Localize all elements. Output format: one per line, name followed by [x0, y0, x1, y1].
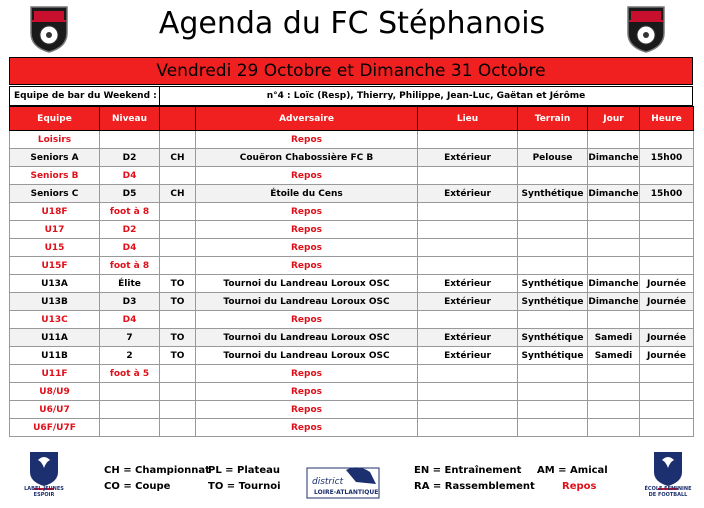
cell-level: D5 [100, 185, 160, 203]
column-header: Jour [588, 107, 640, 131]
cell-field [518, 221, 588, 239]
cell-opponent: Repos [196, 401, 418, 419]
cell-level [100, 401, 160, 419]
cell-opponent: Repos [196, 167, 418, 185]
cell-time: Journée [640, 329, 694, 347]
table-row [10, 167, 694, 185]
cell-time [640, 221, 694, 239]
cell-type [160, 131, 196, 149]
cell-time: Journée [640, 275, 694, 293]
cell-place [418, 239, 518, 257]
cell-day [588, 131, 640, 149]
cell-team: U13A [10, 275, 100, 293]
cell-place: Extérieur [418, 149, 518, 167]
cell-opponent: Tournoi du Landreau Loroux OSC [196, 347, 418, 365]
svg-text:district: district [312, 477, 344, 487]
svg-text:LOIRE-ATLANTIQUE: LOIRE-ATLANTIQUE [314, 489, 379, 496]
cell-day [588, 257, 640, 275]
legend-repos: Repos [562, 481, 597, 492]
cell-place [418, 419, 518, 437]
cell-time: Journée [640, 293, 694, 311]
cell-type [160, 383, 196, 401]
cell-team: U11A [10, 329, 100, 347]
cell-time [640, 401, 694, 419]
cell-place [418, 383, 518, 401]
cell-place: Extérieur [418, 275, 518, 293]
table-row [10, 131, 694, 149]
cell-day [588, 401, 640, 419]
cell-level: D2 [100, 149, 160, 167]
table-row [10, 365, 694, 383]
cell-time [640, 419, 694, 437]
cell-day: Dimanche [588, 275, 640, 293]
cell-time [640, 383, 694, 401]
fff-right-caption: ÉCOLE FÉMININE DE FOOTBALL [644, 486, 692, 498]
cell-type [160, 203, 196, 221]
cell-field: Synthétique [518, 185, 588, 203]
cell-type [160, 311, 196, 329]
cell-place [418, 131, 518, 149]
cell-place [418, 401, 518, 419]
legend-am: AM = Amical [537, 465, 608, 476]
cell-opponent: Couëron Chabossière FC B [196, 149, 418, 167]
cell-day [588, 221, 640, 239]
cell-place [418, 257, 518, 275]
cell-team: U11B [10, 347, 100, 365]
cell-level: foot à 8 [100, 257, 160, 275]
cell-opponent: Repos [196, 221, 418, 239]
cell-opponent: Repos [196, 365, 418, 383]
cell-level: D4 [100, 167, 160, 185]
cell-type: CH [160, 149, 196, 167]
cell-field [518, 131, 588, 149]
cell-time [640, 311, 694, 329]
table-header-row [10, 107, 694, 131]
cell-type: TO [160, 293, 196, 311]
cell-day [588, 167, 640, 185]
cell-level: Élite [100, 275, 160, 293]
table-row [10, 401, 694, 419]
cell-field: Synthétique [518, 293, 588, 311]
cell-type [160, 221, 196, 239]
table-row [10, 257, 694, 275]
cell-team: U15 [10, 239, 100, 257]
cell-day: Dimanche [588, 185, 640, 203]
column-header: Niveau [100, 107, 160, 131]
cell-field: Synthétique [518, 347, 588, 365]
cell-type [160, 401, 196, 419]
cell-team: U13C [10, 311, 100, 329]
cell-opponent: Repos [196, 203, 418, 221]
cell-team: U13B [10, 293, 100, 311]
cell-field [518, 311, 588, 329]
legend-pl: PL = Plateau [208, 465, 280, 476]
cell-level [100, 131, 160, 149]
district-loire-atlantique-logo [306, 462, 380, 500]
date-banner: Vendredi 29 Octobre et Dimanche 31 Octobre [9, 57, 693, 85]
cell-level [100, 383, 160, 401]
table-row [10, 149, 694, 167]
cell-place: Extérieur [418, 347, 518, 365]
table-row [10, 311, 694, 329]
cell-opponent: Repos [196, 239, 418, 257]
cell-type: TO [160, 347, 196, 365]
cell-type: TO [160, 329, 196, 347]
cell-day: Dimanche [588, 149, 640, 167]
cell-day [588, 203, 640, 221]
cell-field [518, 383, 588, 401]
cell-time [640, 239, 694, 257]
column-header: Terrain [518, 107, 588, 131]
cell-opponent: Étoile du Cens [196, 185, 418, 203]
cell-team: U8/U9 [10, 383, 100, 401]
cell-day: Dimanche [588, 293, 640, 311]
cell-type: TO [160, 275, 196, 293]
cell-day: Samedi [588, 329, 640, 347]
cell-time [640, 257, 694, 275]
table-row [10, 275, 694, 293]
cell-team: Seniors A [10, 149, 100, 167]
cell-place [418, 311, 518, 329]
cell-time [640, 203, 694, 221]
cell-level: D3 [100, 293, 160, 311]
cell-day [588, 365, 640, 383]
legend-to: TO = Tournoi [208, 481, 281, 492]
cell-type [160, 365, 196, 383]
cell-day [588, 383, 640, 401]
cell-type [160, 167, 196, 185]
cell-type [160, 257, 196, 275]
cell-place [418, 221, 518, 239]
cell-place [418, 365, 518, 383]
cell-team: U17 [10, 221, 100, 239]
cell-field [518, 203, 588, 221]
table-row [10, 347, 694, 365]
table-row [10, 419, 694, 437]
cell-day: Samedi [588, 347, 640, 365]
cell-team: Loisirs [10, 131, 100, 149]
cell-place: Extérieur [418, 293, 518, 311]
table-row [10, 383, 694, 401]
cell-place: Extérieur [418, 185, 518, 203]
cell-opponent: Tournoi du Landreau Loroux OSC [196, 293, 418, 311]
cell-day [588, 419, 640, 437]
table-row [10, 239, 694, 257]
legend-col-4 [537, 463, 608, 495]
cell-opponent: Tournoi du Landreau Loroux OSC [196, 329, 418, 347]
cell-opponent: Tournoi du Landreau Loroux OSC [196, 275, 418, 293]
cell-time [640, 131, 694, 149]
cell-level: D4 [100, 239, 160, 257]
cell-field [518, 167, 588, 185]
fff-left-caption: LABEL JEUNES ESPOIR [24, 486, 64, 498]
cell-type [160, 239, 196, 257]
cell-team: U15F [10, 257, 100, 275]
cell-place [418, 167, 518, 185]
cell-team: U6F/U7F [10, 419, 100, 437]
cell-level: 2 [100, 347, 160, 365]
cell-level: D4 [100, 311, 160, 329]
cell-opponent: Repos [196, 383, 418, 401]
column-header [160, 107, 196, 131]
legend-en: EN = Entraînement [414, 465, 522, 476]
cell-team: U11F [10, 365, 100, 383]
cell-field [518, 365, 588, 383]
column-header: Lieu [418, 107, 518, 131]
page-title: Agenda du FC Stéphanois [158, 6, 546, 41]
cell-time: 15h00 [640, 185, 694, 203]
cell-field [518, 239, 588, 257]
legend-col-3 [414, 463, 535, 495]
cell-time: 15h00 [640, 149, 694, 167]
column-header: Heure [640, 107, 694, 131]
table-row [10, 329, 694, 347]
bar-team-value: n°4 : Loïc (Resp), Thierry, Philippe, Jean-Luc, Gaëtan et Jérôme [266, 91, 586, 101]
table-row [10, 203, 694, 221]
legend-ch: CH = Championnat [104, 465, 210, 476]
cell-level: foot à 5 [100, 365, 160, 383]
cell-level: foot à 8 [100, 203, 160, 221]
legend-co: CO = Coupe [104, 481, 171, 492]
cell-level [100, 419, 160, 437]
cell-place: Extérieur [418, 329, 518, 347]
legend-ra: RA = Rassemblement [414, 481, 535, 492]
cell-opponent: Repos [196, 419, 418, 437]
cell-type [160, 419, 196, 437]
cell-team: Seniors C [10, 185, 100, 203]
cell-team: U18F [10, 203, 100, 221]
cell-level: 7 [100, 329, 160, 347]
cell-field: Pelouse [518, 149, 588, 167]
legend-col-1 [104, 463, 210, 495]
cell-team: U6/U7 [10, 401, 100, 419]
column-header: Equipe [10, 107, 100, 131]
cell-day [588, 239, 640, 257]
cell-opponent: Repos [196, 257, 418, 275]
table-row [10, 221, 694, 239]
cell-level: D2 [100, 221, 160, 239]
cell-time [640, 167, 694, 185]
cell-field [518, 401, 588, 419]
cell-field: Synthétique [518, 275, 588, 293]
cell-field [518, 419, 588, 437]
cell-opponent: Repos [196, 131, 418, 149]
bar-team-row [9, 86, 693, 106]
cell-type: CH [160, 185, 196, 203]
cell-opponent: Repos [196, 311, 418, 329]
cell-field [518, 257, 588, 275]
cell-day [588, 311, 640, 329]
legend-col-2 [208, 463, 281, 495]
table-row [10, 293, 694, 311]
table-row [10, 185, 694, 203]
agenda-table [9, 106, 694, 437]
cell-place [418, 203, 518, 221]
cell-field: Synthétique [518, 329, 588, 347]
column-header: Adversaire [196, 107, 418, 131]
cell-team: Seniors B [10, 167, 100, 185]
bar-team-label: Equipe de bar du Weekend : [10, 87, 160, 105]
cell-time [640, 365, 694, 383]
cell-time: Journée [640, 347, 694, 365]
